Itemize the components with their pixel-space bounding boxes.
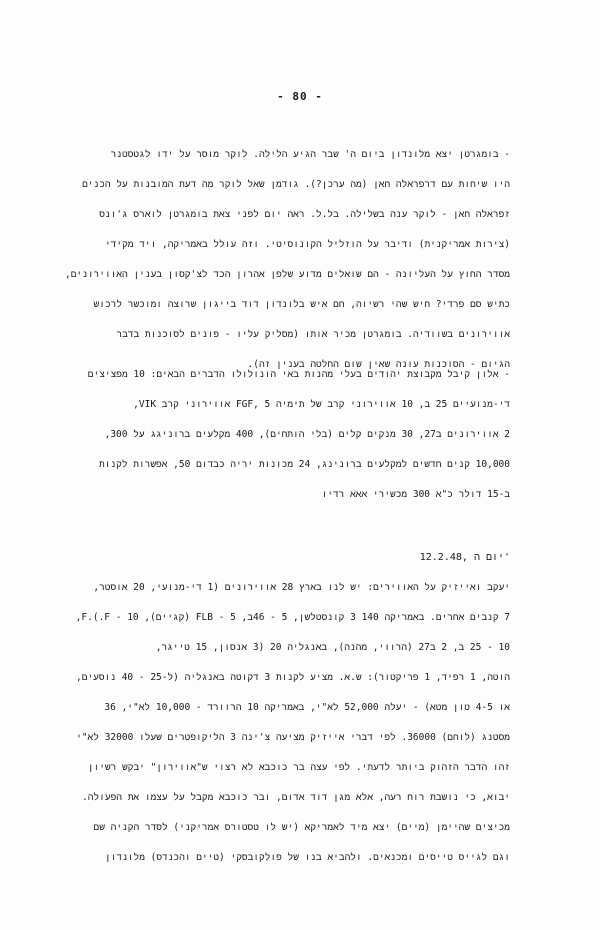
paragraph-2 [87,360,510,510]
text-line: אווירונים בשוודיה. בומגרטן מכיר אותו (מסליק עליו - פונים לסוכנות בדבר [116,329,510,340]
date-heading: 12.2.48, יום ה' [419,552,510,563]
text-line: הגיום - הסוכנות עונה שאין שום החלטה בענין זה). [247,359,510,370]
text-line: 10 - 25 ב, 2 ב27 (הרווי, מהנה), באנגליה 20 (3 אנסון, 15 טייגר, [155,642,510,653]
text-line: יבוא, כי נושבת רוח רעה, אלא מגן דוד אדום, ובר כוכבא מקבל על עצמו את הפעולה. [82,792,510,803]
text-line: (צירות אמריקנית) ודיבר על הוזליל הקונוסיטי. וזה עולל באמריקה, ויד מקידי [104,239,510,250]
text-line: 10,000 קנים חדשים למקלעים ברונינג, 24 מכונות יריה כבדום 50, אפשרות לקנות [99,459,510,470]
text-line: מכיצים שהיימן (מיים) יצא מיד לאמריקא (יש לו טסטורס אמריקני) לסדר הקניה שם [93,822,510,833]
text-line: ב-15 דולר כ"א 300 מכשירי אאא רדיו [321,489,510,500]
dated-entry [75,543,510,873]
paragraph-1 [65,140,510,380]
text-line: - בומגרטן יצא מלונדון ביום ה' שבר הגיע הלילה. לוקר מוסר על ידו לגטסטנר [110,149,510,160]
text-line: וגם לגייס טייסים ומכנאים. ולהביא בנו של פולקובסקי (טיים והכנדס) מלונדון [104,852,510,863]
text-line: כתיש סם פרדי? חיש שהי רשיוה, חם איש בלונדון דוד בייגון שרוצה ומוכשר לרכוש [93,299,510,310]
text-line: זפראלה חאן - לוקר ענה בשלילה. בל.ל. ראה יום לפני צאת בומגרטן לוארס ג'ונס [99,209,510,220]
text-line: - אלון קיבל מקבוצת יהודים בעלי מהנות באי הונולולו הדברים הבאים: 10 מפציצים [87,369,510,380]
text-line: היו שיחות עם דרפראלה חאן (מה ערכן?). גודמן שאל לוקר מה דעת המובנות על הכנים [82,179,510,190]
text-line: 2 אווירונים ב27, 30 מנקים קלים (בלי הותחים), 400 מקלעים ברוניגג על 300, [104,429,510,440]
text-line: מסדר החוץ על העליונה - הם שואלים מדוע שלפן אהרון הכד לצ'קסון בענין האווירונים, [65,269,510,280]
text-line: הוטה, 1 רפיד, 1 פריקטור): ש.א. מציע לקנות 3 דקוטה באנגליה (ל-25 - 40 נוסעים, [76,672,510,683]
text-line: די-מנועיים 25 ב, 10 אווירוני קרב של תימיה FGF, 5 אווירוני קרב VIK, [133,399,510,410]
text-line: זהו הדבר הזהוק ביותר לדעתי. לפי עצה בר כוכבא לא רצוי ש"אווירון" יבקש רשיון [87,762,510,773]
page-number: - 80 - [277,90,323,103]
text-line: מסטנג (לוחם) 36000. לפי דברי אייזיק מציעה צ'ינה 3 הליקופטרים שעלו 32000 לא"י [76,732,510,743]
text-line: 7 קנבים אחרים. באמריקה 140 3 קונסטלשן, 5 - 46ב, 5 - FLB (קגיים), 10 - F.(.F, [75,612,510,623]
text-line: יעקב ואייזיק על האווירים: יש לנו בארץ 28 אווירונים (1 די-מנועי, 20 אוסטר, [93,582,510,593]
text-line: או 4-5 טון מטא) - יעלה 52,000 לא"י, באמריקה 10 הרוורד - 10,000 לא"י, 36 [104,702,510,713]
